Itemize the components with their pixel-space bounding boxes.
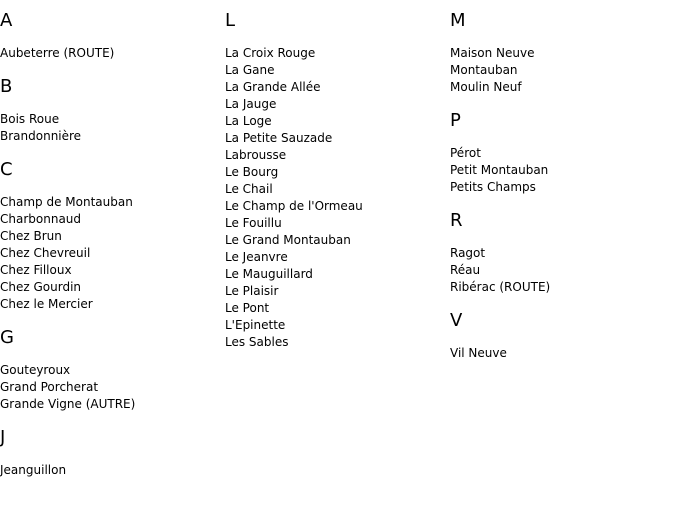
place-link[interactable]: Petit Montauban	[450, 163, 549, 177]
place-link[interactable]: Grand Porcherat	[0, 380, 99, 394]
place-link[interactable]: L'Epinette	[225, 318, 286, 332]
place-list	[0, 362, 225, 413]
place-link[interactable]: Aubeterre (ROUTE)	[0, 46, 115, 60]
place-link[interactable]: La Petite Sauzade	[225, 131, 333, 145]
letter-group	[450, 310, 675, 362]
letter-group	[0, 76, 225, 145]
letter-group	[225, 10, 450, 351]
place-link[interactable]: Le Pont	[225, 301, 270, 315]
place-link[interactable]: Maison Neuve	[450, 46, 535, 60]
place-link[interactable]: La Grande Allée	[225, 80, 321, 94]
place-link[interactable]: Le Grand Montauban	[225, 233, 351, 247]
place-link[interactable]: Le Chail	[225, 182, 273, 196]
column-1	[0, 0, 225, 493]
letter-group	[450, 10, 675, 96]
letter-group	[0, 159, 225, 313]
place-link[interactable]: Le Plaisir	[225, 284, 279, 298]
place-link[interactable]: La Gane	[225, 63, 275, 77]
section-letter-heading: L	[225, 10, 236, 31]
section-letter-heading: B	[0, 76, 13, 97]
letter-group	[450, 210, 675, 296]
place-link[interactable]: Ragot	[450, 246, 486, 260]
place-link[interactable]: Le Champ de l'Ormeau	[225, 199, 363, 213]
place-list	[450, 345, 675, 362]
place-link[interactable]: Chez le Mercier	[0, 297, 93, 311]
place-link[interactable]: Bois Roue	[0, 112, 60, 126]
letter-group	[450, 110, 675, 196]
section-letter-heading: R	[450, 210, 463, 231]
section-letter-heading: G	[0, 327, 14, 348]
section-letter-heading: C	[0, 159, 13, 180]
place-link[interactable]: La Jauge	[225, 97, 277, 111]
section-letter-heading: V	[450, 310, 463, 331]
place-list	[450, 245, 675, 296]
place-link[interactable]: La Loge	[225, 114, 272, 128]
section-letter-heading: P	[450, 110, 461, 131]
place-link[interactable]: Brandonnière	[0, 129, 82, 143]
place-link[interactable]: Gouteyroux	[0, 363, 71, 377]
place-link[interactable]: Réau	[450, 263, 481, 277]
letter-group	[0, 10, 225, 62]
place-link[interactable]: Vil Neuve	[450, 346, 507, 360]
place-link[interactable]: Moulin Neuf	[450, 80, 522, 94]
place-link[interactable]: Champ de Montauban	[0, 195, 133, 209]
column-3	[450, 0, 675, 376]
place-link[interactable]: Les Sables	[225, 335, 289, 349]
place-link[interactable]: Chez Chevreuil	[0, 246, 91, 260]
place-link[interactable]: Pérot	[450, 146, 481, 160]
place-list	[0, 45, 225, 62]
section-letter-heading: J	[0, 427, 6, 448]
section-letter-heading: M	[450, 10, 466, 31]
place-link[interactable]: Le Mauguillard	[225, 267, 313, 281]
place-link[interactable]: Le Jeanvre	[225, 250, 288, 264]
place-link[interactable]: Chez Filloux	[0, 263, 72, 277]
place-link[interactable]: La Croix Rouge	[225, 46, 316, 60]
place-link[interactable]: Jeanguillon	[0, 463, 67, 477]
place-link[interactable]: Montauban	[450, 63, 518, 77]
letter-group	[0, 327, 225, 413]
place-list	[0, 111, 225, 145]
place-link[interactable]: Grande Vigne (AUTRE)	[0, 397, 136, 411]
place-link[interactable]: Le Fouillu	[225, 216, 282, 230]
place-list	[225, 45, 450, 351]
section-letter-heading: A	[0, 10, 13, 31]
place-link[interactable]: Petits Champs	[450, 180, 536, 194]
place-list	[0, 462, 225, 479]
place-link[interactable]: Le Bourg	[225, 165, 279, 179]
place-list	[450, 45, 675, 96]
letter-group	[0, 427, 225, 479]
place-link[interactable]: Charbonnaud	[0, 212, 82, 226]
place-link[interactable]: Labrousse	[225, 148, 287, 162]
place-list	[450, 145, 675, 196]
place-link[interactable]: Ribérac (ROUTE)	[450, 280, 551, 294]
place-link[interactable]: Chez Brun	[0, 229, 62, 243]
place-list	[0, 194, 225, 313]
column-2	[225, 0, 450, 365]
place-link[interactable]: Chez Gourdin	[0, 280, 82, 294]
